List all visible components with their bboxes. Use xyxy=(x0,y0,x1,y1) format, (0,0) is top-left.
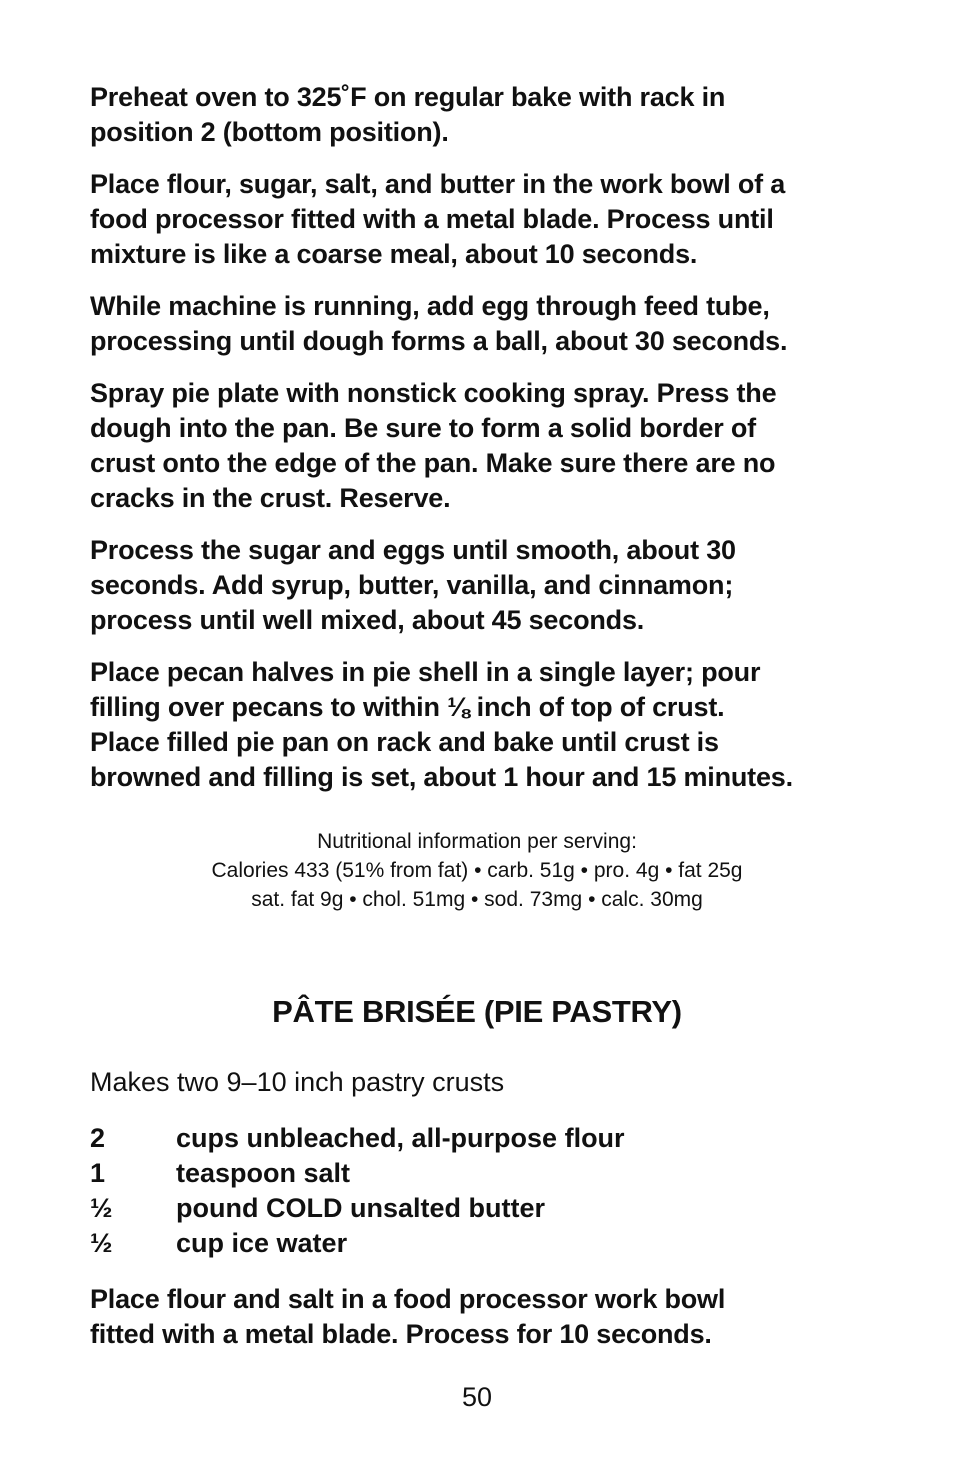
nutrition-line: sat. fat 9g • chol. 51mg • sod. 73mg • calc. 30mg xyxy=(251,888,703,911)
recipe-title: PÂTE BRISÉE (PIE PASTRY) xyxy=(272,994,682,1029)
ingredient-name: cups unbleached, all-purpose flour xyxy=(176,1123,625,1153)
ingredient-name: cup ice water xyxy=(176,1228,348,1258)
ingredient-name: pound COLD unsalted butter xyxy=(176,1193,545,1223)
ingredient-quantity: 2 xyxy=(90,1123,106,1153)
instruction-paragraph: Place flour and salt in a food processor work bowl fitted with a metal blade. Process for 10 seconds. xyxy=(90,1284,726,1349)
instruction-paragraph: Place flour, sugar, salt, and butter in the work bowl of a food processor fitted with a metal blade. Process until mixture is like a coarse meal, about 10 seconds. xyxy=(90,169,786,269)
recipe-yield: Makes two 9–10 inch pastry crusts xyxy=(90,1067,505,1097)
nutrition-heading: Nutritional information per serving: xyxy=(317,830,637,853)
document-page xyxy=(90,80,850,1369)
page-number: 50 xyxy=(461,1382,493,1412)
ingredient-row xyxy=(90,1226,850,1261)
instruction-paragraph: Spray pie plate with nonstick cooking spray. Press the dough into the pan. Be sure to form a solid border of crust onto the edge of the pan. Make sure there are no cracks in the crust. Reserve. xyxy=(90,378,777,513)
ingredient-list xyxy=(90,1121,850,1261)
ingredient-name: teaspoon salt xyxy=(176,1158,351,1188)
instruction-paragraph: Preheat oven to 325˚F on regular bake with rack in position 2 (bottom position). xyxy=(90,82,726,147)
ingredient-row xyxy=(90,1121,850,1156)
ingredient-quantity: ½ xyxy=(90,1193,113,1223)
instruction-paragraph: Process the sugar and eggs until smooth, about 30 seconds. Add syrup, butter, vanilla, and cinnamon; process until well mixed, about 45 seconds. xyxy=(90,535,736,635)
ingredient-quantity: ½ xyxy=(90,1228,113,1258)
instruction-paragraph: Place pecan halves in pie shell in a single layer; pour filling over pecans to within ⅛ inch of top of crust. Place filled pie pan on rack and bake until crust is browned and filling is set, about 1 hour and 15 minutes. xyxy=(90,657,793,792)
ingredient-quantity: 1 xyxy=(90,1158,106,1188)
nutrition-line: Calories 433 (51% from fat) • carb. 51g • pro. 4g • fat 25g xyxy=(211,859,743,882)
ingredient-row xyxy=(90,1156,850,1191)
instruction-paragraph: While machine is running, add egg through feed tube, processing until dough forms a ball, about 30 seconds. xyxy=(90,291,788,356)
ingredient-row xyxy=(90,1191,850,1226)
nutrition-info xyxy=(90,827,864,914)
